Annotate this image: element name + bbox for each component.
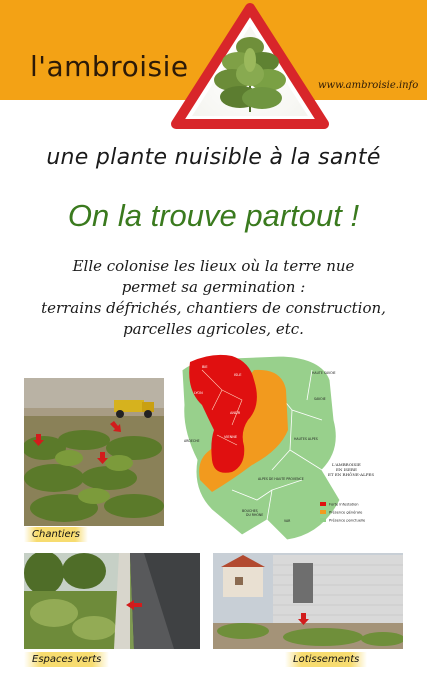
photo-espaces-verts (24, 553, 200, 649)
intro-line: terrains défrichés, chantiers de construction, (41, 299, 386, 317)
intro-line: permet sa germination : (121, 278, 306, 296)
caption-espaces-verts: Espaces verts (24, 652, 109, 667)
legend-item: Forte Infestation (329, 502, 359, 507)
photo-chantiers (24, 378, 164, 526)
intro-line: Elle colonise les lieux où la terre nue (72, 257, 355, 275)
svg-text:DU RHÔNE: DU RHÔNE (246, 513, 264, 517)
caption-chantiers: Chantiers (24, 527, 88, 542)
website-link[interactable]: www.ambroisie.info (318, 80, 419, 91)
legend-title: EN ISERE (336, 467, 357, 472)
legend-item: Présence ponctuelle (329, 518, 366, 523)
caption-lotissements: Lotissements (285, 652, 367, 667)
photo-lotissements (213, 553, 403, 649)
legend-title: L'AMBROISIE (332, 462, 361, 467)
svg-text:SAVOIE: SAVOIE (314, 397, 326, 401)
svg-text:HAUTE SAVOIE: HAUTE SAVOIE (312, 371, 336, 375)
svg-text:BOUCHES: BOUCHES (242, 509, 258, 513)
headline: On la trouve partout ! (67, 198, 360, 233)
warning-triangle-logo (170, 2, 330, 130)
svg-text:VAR: VAR (284, 519, 291, 523)
svg-text:ANDR: ANDR (230, 411, 241, 415)
svg-text:VIENNE: VIENNE (224, 435, 238, 439)
legend-item: Présence générale (329, 510, 363, 515)
intro-paragraph (0, 256, 427, 340)
svg-text:ALPES DE HAUTE PROVENCE: ALPES DE HAUTE PROVENCE (258, 477, 304, 481)
svg-text:BIE: BIE (202, 365, 208, 369)
svg-text:HAUTES ALPES: HAUTES ALPES (294, 437, 318, 441)
isere-infestation-map (172, 350, 402, 550)
intro-line: parcelles agricoles, etc. (123, 320, 304, 338)
brand-title: l'ambroisie (30, 50, 189, 83)
svg-text:LYON: LYON (194, 391, 203, 395)
legend-title: ET EN RHÔNE-ALPES (328, 472, 375, 477)
svg-text:ARDECHE: ARDECHE (184, 439, 200, 443)
tagline: une plante nuisible à la santé (46, 145, 381, 170)
svg-text:ISLE: ISLE (234, 373, 242, 377)
